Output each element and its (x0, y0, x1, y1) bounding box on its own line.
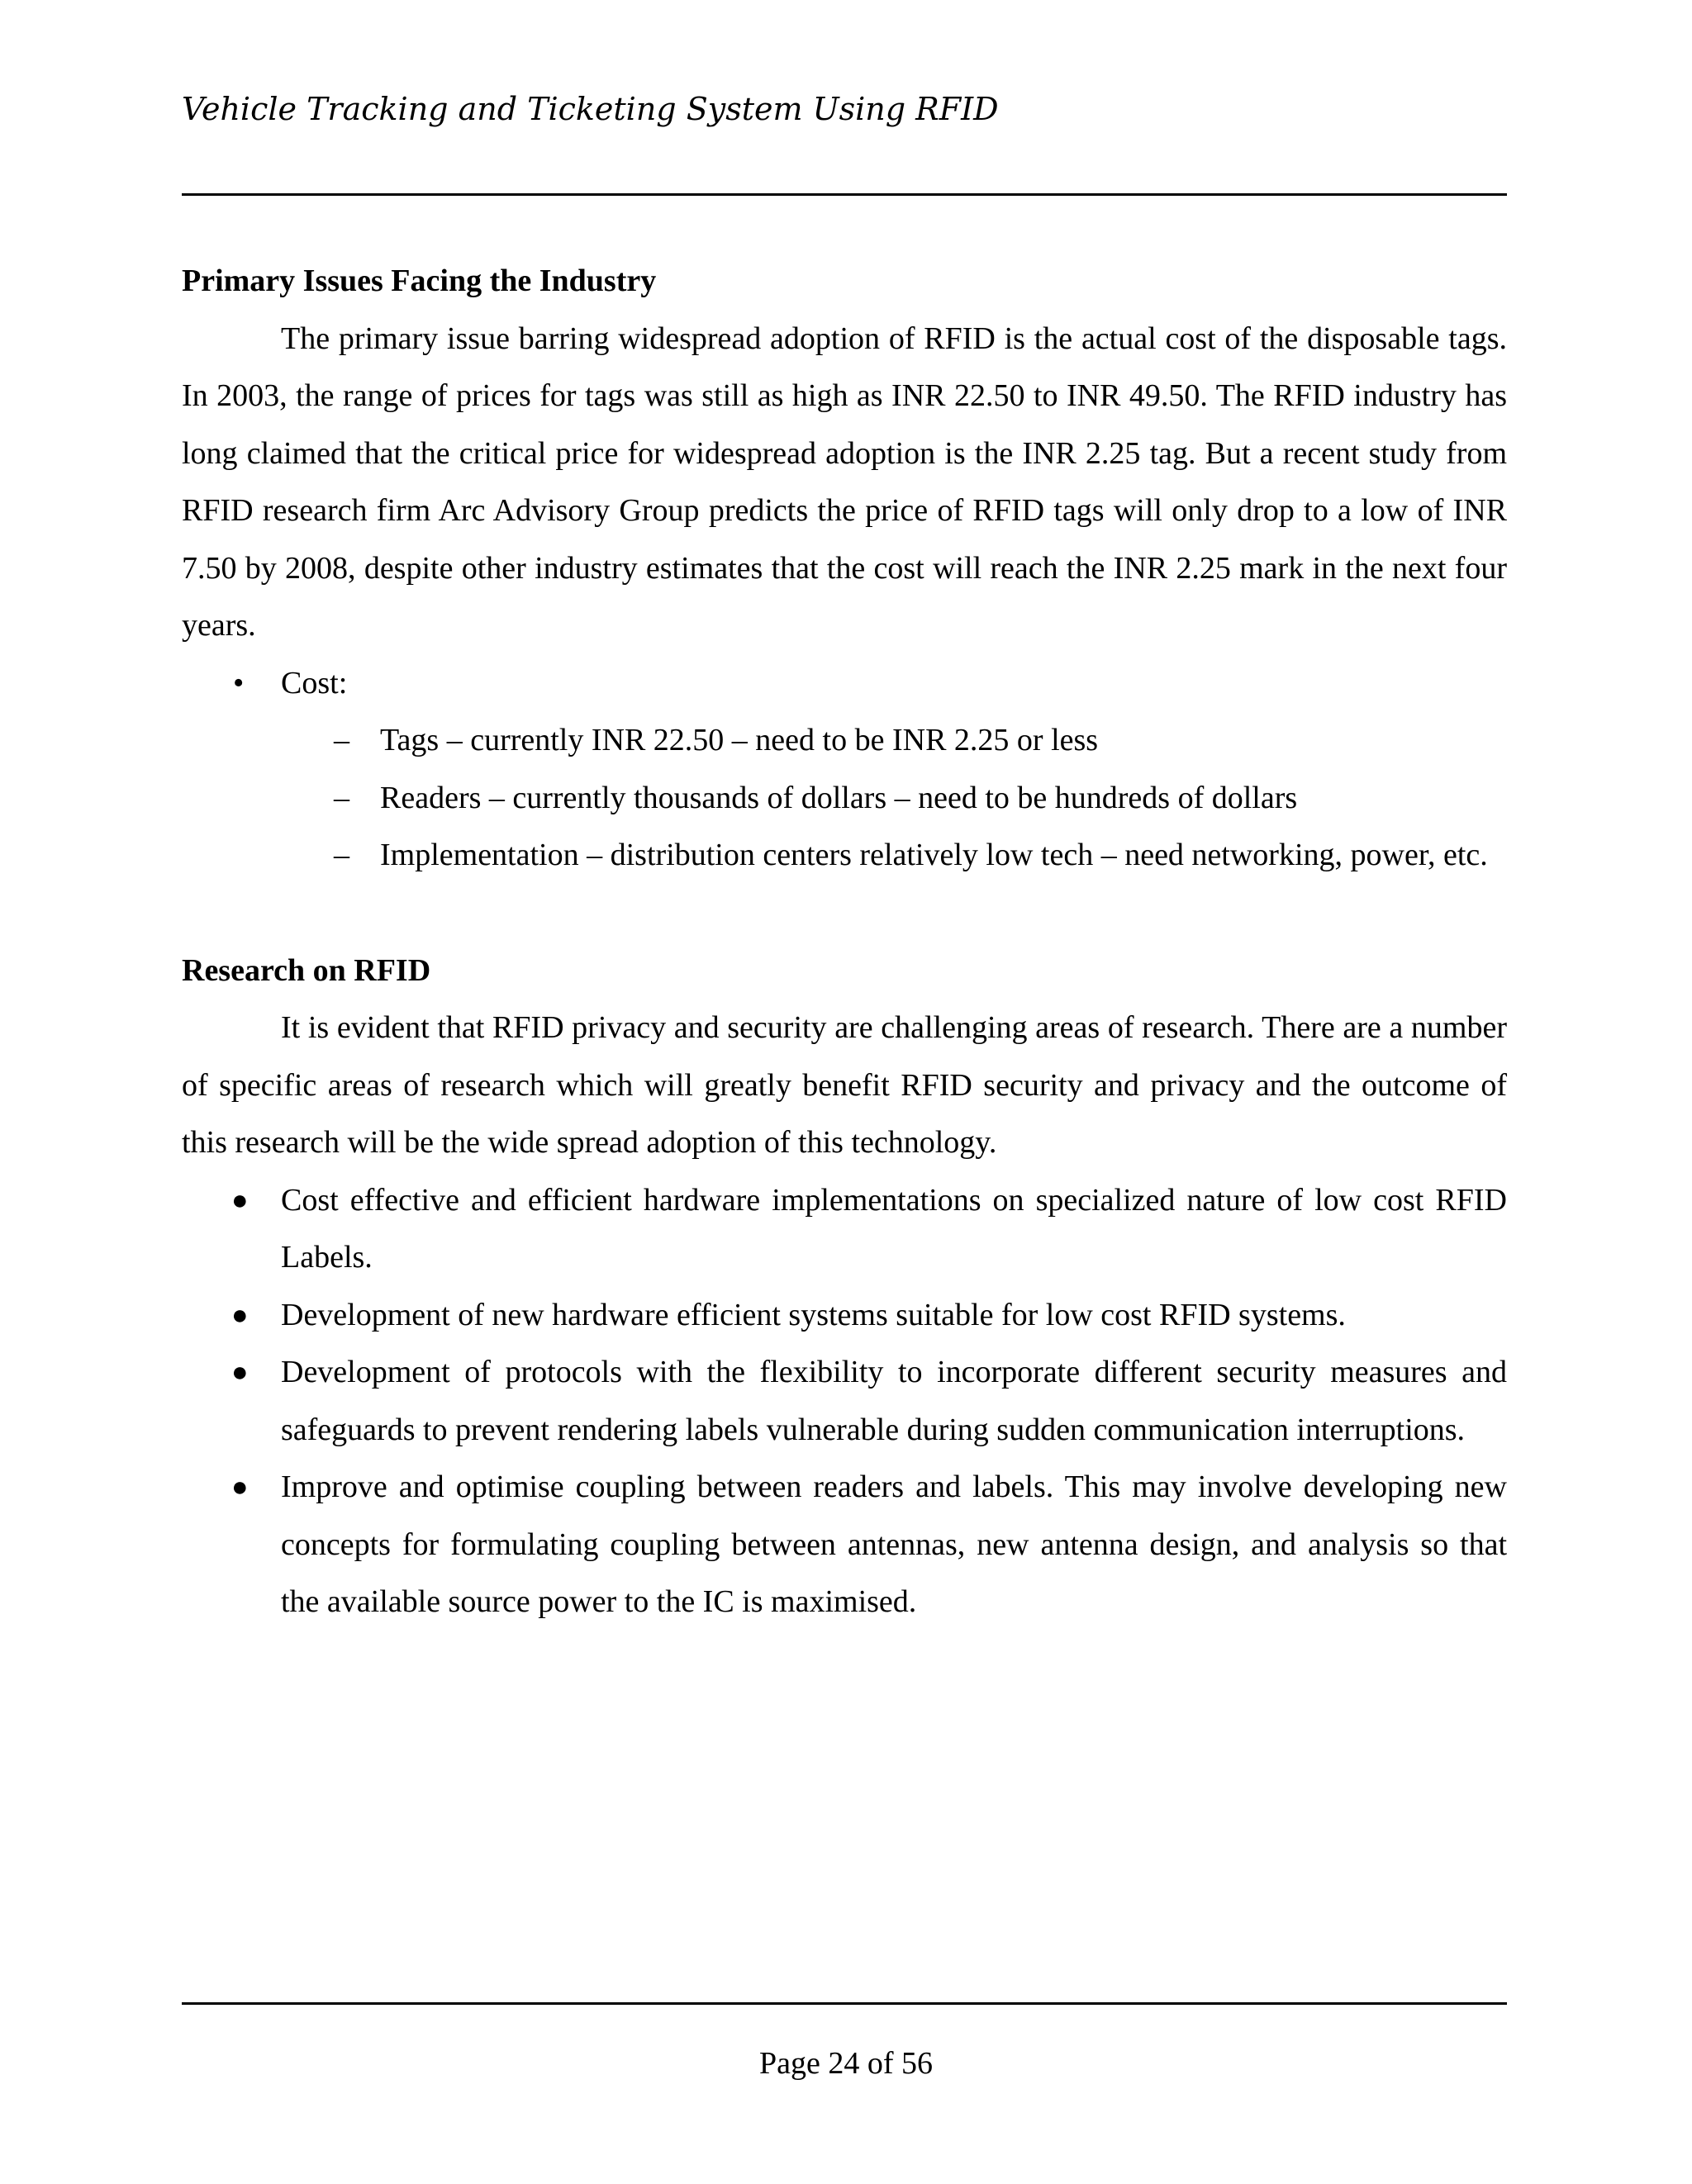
bullet-marker: • (233, 665, 245, 700)
list-item-coupling (182, 1459, 1507, 1631)
section-spacer (182, 885, 1507, 942)
page-header-title: Vehicle Tracking and Ticketing System Using RFID (182, 91, 999, 127)
research-bullet-list (182, 1172, 1507, 1631)
list-item-text: Cost effective and efficient hardware implementations on specialized nature of low cost RFID Labels. (281, 1182, 1507, 1275)
list-item-text: Implementation – distribution centers relatively low tech – need networking, power, etc. (380, 838, 1488, 872)
list-item-protocols (182, 1344, 1507, 1459)
header-divider (182, 193, 1507, 196)
list-item-text: Tags – currently INR 22.50 – need to be INR 2.25 or less (380, 723, 1099, 757)
bullet-marker: ● (231, 1299, 249, 1331)
list-item-text: Development of new hardware efficient systems suitable for low cost RFID systems. (281, 1297, 1346, 1332)
list-item-cost (182, 655, 1507, 713)
list-item-tags (182, 712, 1507, 770)
dash-marker: – (334, 780, 349, 815)
paragraph-research: It is evident that RFID privacy and security are challenging areas of research. There are a number of specific areas of research which will greatly benefit RFID security and privacy and the outcome of this research will be the wide spread adoption of this technology. (182, 1010, 1507, 1160)
bullet-marker: ● (231, 1357, 249, 1388)
section-heading-research: Research on RFID (182, 952, 431, 988)
section-heading-primary-issues: Primary Issues Facing the Industry (182, 264, 657, 298)
page-body (182, 253, 1507, 1631)
page-number: Page 24 of 56 (758, 2046, 934, 2081)
dash-marker: – (334, 838, 349, 872)
cost-bullet-list (182, 655, 1507, 713)
bullet-marker: ● (231, 1472, 249, 1503)
list-item-hardware-implementations (182, 1172, 1507, 1287)
footer-divider (182, 2002, 1507, 2005)
list-item-implementation (182, 827, 1507, 885)
list-item-text: Improve and optimise coupling between readers and labels. This may involve developing new concepts for formulating coupling between antennas, new antenna design, and analysis so that the available source power to the IC is maximised. (281, 1469, 1507, 1619)
list-item-efficient-systems (182, 1287, 1507, 1345)
list-item-readers (182, 770, 1507, 828)
cost-sublist (182, 712, 1507, 885)
paragraph-primary-issues: The primary issue barring widespread adoption of RFID is the actual cost of the disposable tags. In 2003, the range of prices for tags was still as high as INR 22.50 to INR 49.50. The RFID industry has long claimed that the critical price for widespread adoption is the INR 2.25 tag. But a recent study from RFID research firm Arc Advisory Group predicts the price of RFID tags will only drop to a low of INR 7.50 by 2008, despite other industry estimates that the cost will reach the INR 2.25 mark in the next four years. (182, 320, 1507, 643)
bullet-marker: ● (231, 1185, 249, 1216)
list-item-label: Cost: (281, 665, 348, 700)
list-item-text: Development of protocols with the flexibility to incorporate different security measures and safeguards to prevent rendering labels vulnerable during sudden communication interruptions. (281, 1355, 1507, 1447)
dash-marker: – (334, 723, 349, 757)
list-item-text: Readers – currently thousands of dollars – need to be hundreds of dollars (380, 780, 1298, 815)
